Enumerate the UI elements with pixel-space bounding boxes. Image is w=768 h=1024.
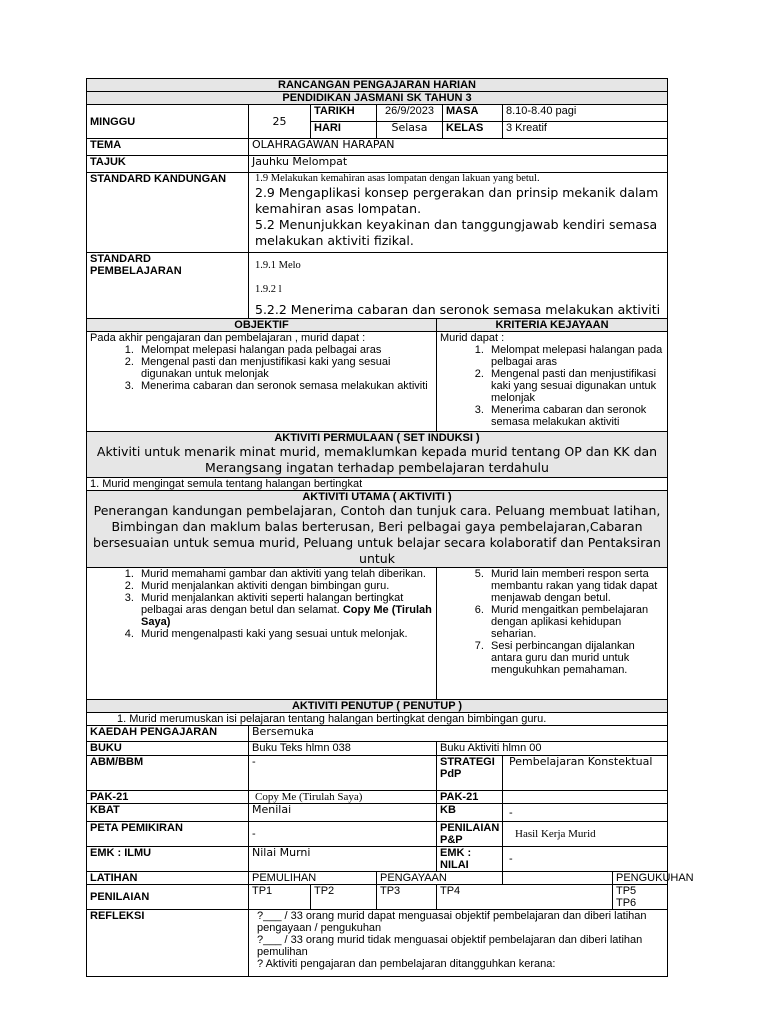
tema-label: TEMA xyxy=(87,139,249,156)
refleksi-line-2: ?___ / 33 orang murid tidak menguasai objektif pembelajaran dan diberi latihan pemulihan xyxy=(257,934,643,958)
standard-kandungan-label: STANDARD KANDUNGAN xyxy=(87,173,249,253)
objektif-header: OBJEKTIF xyxy=(87,319,437,332)
sk-line-3: 5.2 Menunjukkan keyakinan dan tanggungjawab kendiri semasa melakukan aktiviti fizikal. xyxy=(255,217,658,248)
sp-line-1: 1.9.1 Melo xyxy=(255,260,301,271)
list-item: 4. Murid mengenalpasti kaki yang sesuai untuk melonjak. xyxy=(137,628,433,640)
abm-value: - xyxy=(249,756,437,791)
emk-ilmu-label: EMK : ILMU xyxy=(87,847,249,872)
tp4-cell: TP4 xyxy=(437,885,613,910)
utama-text: Penerangan kandungan pembelajaran, Contoh dan tunjuk cara. Peluang membuat latihan, Bimbingan dan maklum balas berterusan, Beri pelbagai gaya pembelajaran,Cabaran bersesuaian untuk semua murid, Peluang untuk belajar secara kolaboratif dan Pentaksiran untuk xyxy=(93,503,661,566)
kriteria-header: KRITERIA KEJAYAAN xyxy=(437,319,668,332)
list-item: 3. Menerima cabaran dan seronok semasa melakukan aktiviti xyxy=(137,380,433,392)
tp6-label: TP6 xyxy=(616,897,637,909)
pak21-label: PAK-21 xyxy=(87,791,249,804)
hari-label: HARI xyxy=(311,122,377,139)
list-item: 1. Melompat melepasi halangan pada pelbagai aras xyxy=(487,344,664,368)
objektif-intro: Pada akhir pengajaran dan pembelajaran , murid dapat : xyxy=(90,332,366,344)
abm-label: ABM/BBM xyxy=(87,756,249,791)
objektif-list xyxy=(90,344,433,392)
standard-pembelajaran-label: STANDARD PEMBELAJARAN xyxy=(87,253,249,319)
peta-value: - xyxy=(249,822,437,847)
emk-ilmu-value: Nilai Murni xyxy=(249,847,437,872)
tarikh-label: TARIKH xyxy=(311,105,377,122)
list-item: 2. Mengenal pasti dan menjustifikasi kaki yang sesuai digunakan untuk melonjak xyxy=(487,368,664,404)
latihan-pengukuhan: PENGUKUHAN xyxy=(613,872,668,885)
list-item: 6. Murid mengaitkan pembelajaran dengan aplikasi kehidupan seharian. xyxy=(487,604,664,640)
permulaan-header: AKTIVITI PERMULAAN ( SET INDUKSI ) xyxy=(274,432,480,444)
tajuk-value: Jauhku Melompat xyxy=(249,156,668,173)
pak21-label-2: PAK-21 xyxy=(437,791,503,804)
pak21-value: Copy Me (Tirulah Saya) xyxy=(249,791,437,804)
refleksi-line-3: ? Aktiviti pengajaran dan pembelajaran ditangguhkan kerana: xyxy=(257,958,556,970)
latihan-pengayaan: PENGAYAAN xyxy=(377,872,503,885)
masa-label: MASA xyxy=(443,105,503,122)
utama-left-list xyxy=(90,568,433,640)
sk-line-1: 1.9 Melakukan kemahiran asas lompatan dengan lakuan yang betul. xyxy=(255,173,540,184)
refleksi-line-1: ?___ / 33 orang murid dapat menguasai objektif pembelajaran dan diberi latihan pengayaan / pengukuhan xyxy=(257,910,647,934)
kb-value: - xyxy=(503,804,668,822)
rph-table xyxy=(86,78,694,977)
utama-header: AKTIVITI UTAMA ( AKTIVITI ) xyxy=(302,491,452,503)
list-item: 7. Sesi perbincangan dijalankan antara guru dan murid untuk mengukuhkan pemahaman. xyxy=(487,640,664,676)
list-item: 1. Murid memahami gambar dan aktiviti yang telah diberikan. xyxy=(137,568,433,580)
sk-line-2: 2.9 Mengaplikasi konsep pergerakan dan prinsip mekanik dalam kemahiran asas lompatan. xyxy=(255,185,659,216)
tajuk-label: TAJUK xyxy=(87,156,249,173)
list-item: 5. Murid lain memberi respon serta membantu rakan yang tidak dapat menjawab dengan betul. xyxy=(487,568,664,604)
list-item: 3. Murid menjalankan aktiviti seperti halangan bertingkat pelbagai aras dengan betul dan selamat. Copy Me (Tirulah Saya) xyxy=(137,592,433,628)
kb-label: KB xyxy=(437,804,503,822)
latihan-label: LATIHAN xyxy=(87,872,249,885)
list-item: 2. Mengenal pasti dan menjustifikasi kaki yang sesuai digunakan untuk melonjak xyxy=(137,356,433,380)
kriteria-list xyxy=(440,344,664,428)
tema-value: OLAHRAGAWAN HARAPAN xyxy=(249,139,668,156)
buku-label: BUKU xyxy=(87,742,249,756)
kelas-value: 3 Kreatif xyxy=(503,122,668,139)
emk-nilai-label: EMK : NILAI xyxy=(437,847,503,872)
tarikh-value: 26/9/2023 xyxy=(377,105,443,122)
tp2-cell: TP2 xyxy=(311,885,377,910)
penutup-item: 1. Murid merumuskan isi pelajaran tentang halangan bertingkat dengan bimbingan guru. xyxy=(87,713,668,726)
penutup-header: AKTIVITI PENUTUP ( PENUTUP ) xyxy=(87,700,668,713)
list-item: 1. Melompat melepasi halangan pada pelbagai aras xyxy=(137,344,433,356)
kbat-label: KBAT xyxy=(87,804,249,822)
tp5-tp6-cell xyxy=(613,885,668,910)
latihan-pemulihan: PEMULIHAN xyxy=(249,872,377,885)
buku-aktiviti-value: Buku Aktiviti hlmn 00 xyxy=(437,742,668,756)
list-item: 2. Murid menjalankan aktiviti dengan bimbingan guru. xyxy=(137,580,433,592)
tp3-cell: TP3 xyxy=(377,885,437,910)
list-item: 3. Menerima cabaran dan seronok semasa melakukan aktiviti xyxy=(487,404,664,428)
peta-label: PETA PEMIKIRAN xyxy=(87,822,249,847)
copy-me-label: Copy Me (Tirulah Saya) xyxy=(141,604,432,628)
strategi-label: STRATEGI PdP xyxy=(437,756,503,791)
kriteria-intro: Murid dapat : xyxy=(440,332,505,344)
kelas-label: KELAS xyxy=(443,122,503,139)
kbat-value: Menilai xyxy=(249,804,437,822)
penilaian-label: PENILAIAN xyxy=(87,885,249,910)
minggu-label: MINGGU xyxy=(87,105,249,139)
refleksi-label: REFLEKSI xyxy=(87,910,249,977)
penilaian-pp-value: Hasil Kerja Murid xyxy=(503,822,668,847)
title-main: RANCANGAN PENGAJARAN HARIAN xyxy=(87,79,668,92)
masa-value: 8.10-8.40 pagi xyxy=(503,105,668,122)
kaedah-value: Bersemuka xyxy=(249,726,668,742)
tp1-cell: TP1 xyxy=(249,885,311,910)
permulaan-text: Aktiviti untuk menarik minat murid, memaklumkan kepada murid tentang OP dan KK dan Merangsang ingatan terhadap pembelajaran terdahulu xyxy=(96,444,658,475)
tp5-label: TP5 xyxy=(616,885,637,897)
hari-value: Selasa xyxy=(377,122,443,139)
sp-line-3: 5.2.2 Menerima cabaran dan seronok semasa melakukan aktiviti xyxy=(255,302,661,317)
minggu-value: 25 xyxy=(249,105,311,139)
emk-nilai-value: - xyxy=(503,847,668,872)
sp-line-2: 1.9.2 l xyxy=(255,284,282,295)
buku-teks-value: Buku Teks hlmn 038 xyxy=(249,742,437,756)
strategi-value: Pembelajaran Konstektual xyxy=(503,756,668,791)
penilaian-pp-label: PENILAIAN P&P xyxy=(437,822,503,847)
utama-right-list xyxy=(440,568,664,676)
title-subject: PENDIDIKAN JASMANI SK TAHUN 3 xyxy=(87,92,668,105)
permulaan-item: 1. Murid mengingat semula tentang halangan bertingkat xyxy=(87,478,668,491)
kaedah-label: KAEDAH PENGAJARAN xyxy=(87,726,249,742)
